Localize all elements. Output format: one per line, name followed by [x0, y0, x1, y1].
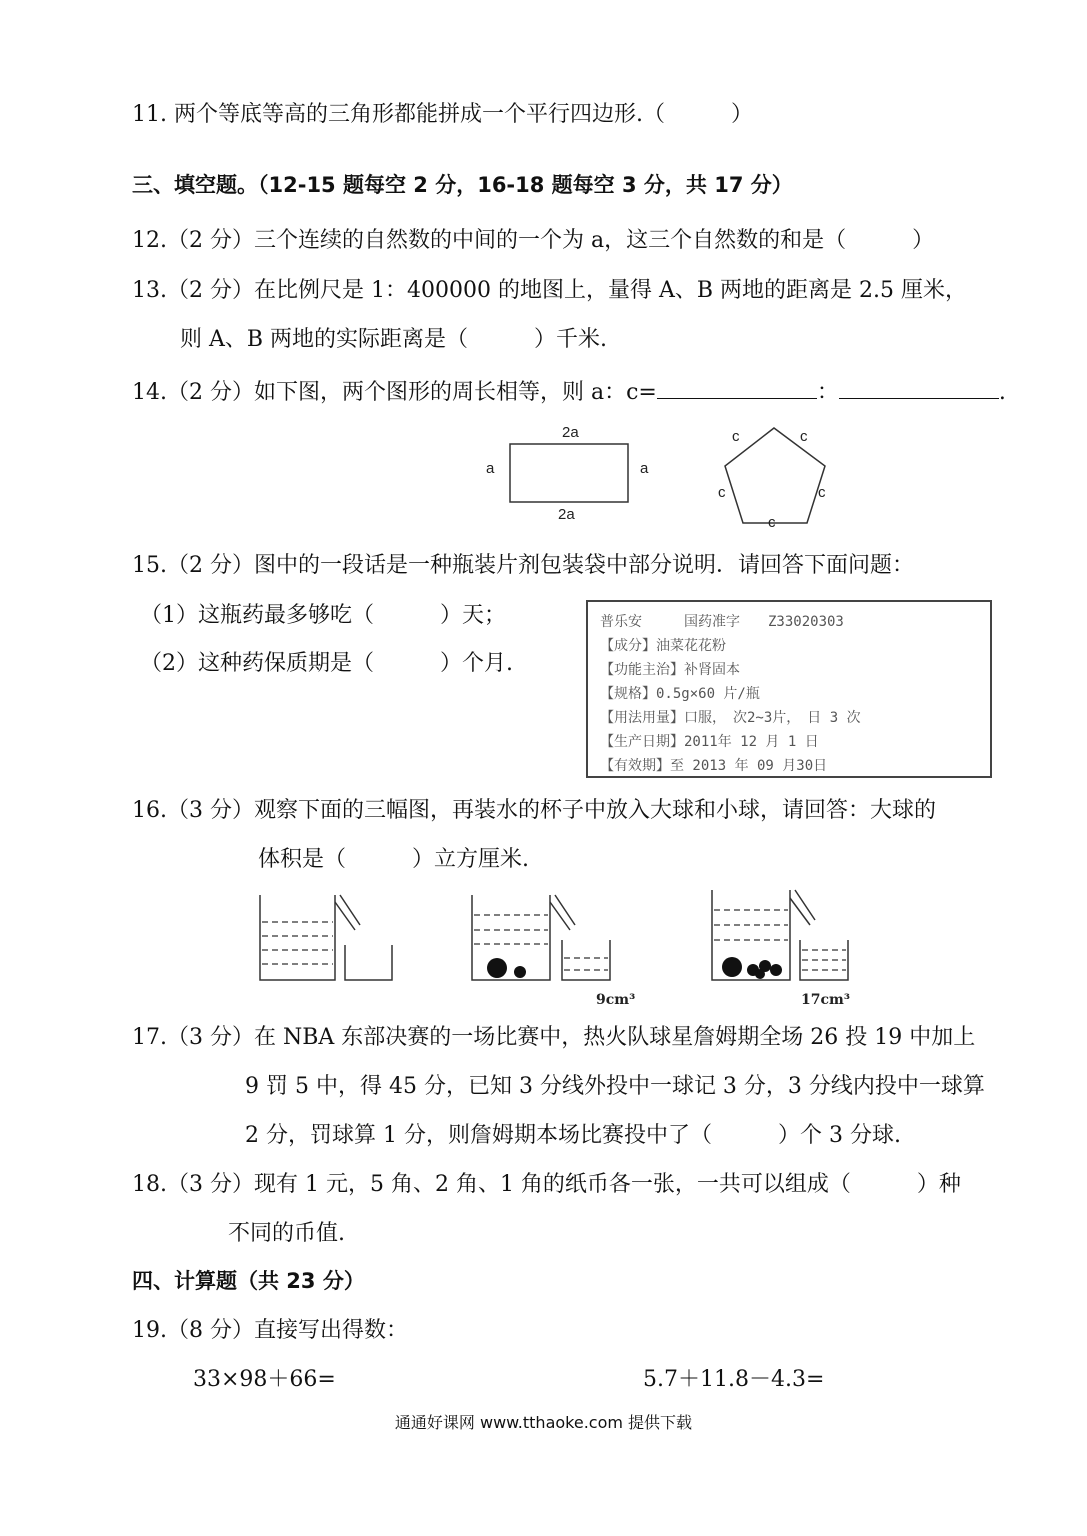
pentagon-label-5: c [768, 514, 776, 531]
ratio-colon: ： [816, 380, 839, 405]
expression-1: 33×98＋66= [193, 1367, 336, 1392]
question-17-line-2: 9 罚 5 中，得 45 分，已知 3 分线外投中一球记 3 分，3 分线内投中一球算 [245, 1074, 985, 1099]
question-13-line-1: 13.（2 分）在比例尺是 1：400000 的地图上，量得 A、B 两地的距离是 2.5 厘米， [132, 278, 967, 303]
question-11: 11. 两个等底等高的三角形都能拼成一个平行四边形.（ ） [132, 102, 753, 127]
question-15-sub-1: （1）这瓶药最多够吃（ ）天； [140, 603, 506, 628]
cup-2-volume-label: 9cm³ [596, 992, 636, 1008]
cups-figure [250, 880, 870, 1010]
rect-label-top: 2a [562, 424, 579, 441]
pentagon-label-3: c [718, 484, 726, 501]
rect-label-right: a [640, 460, 649, 477]
medicine-label-line: 【成分】油菜花花粉 [600, 638, 726, 654]
medicine-label-box [586, 600, 992, 778]
question-14 [132, 378, 1006, 404]
question-18-line-1: 18.（3 分）现有 1 元，5 角、2 角、1 角的纸币各一张，一共可以组成（ ）种 [132, 1172, 961, 1197]
answer-blank-c[interactable] [839, 378, 999, 399]
question-14-prompt: 14.（2 分）如下图，两个图形的周长相等，则 a：c= [132, 380, 657, 405]
question-16-line-1: 16.（3 分）观察下面的三幅图，再装水的杯子中放入大球和小球，请回答：大球的 [132, 798, 936, 823]
answer-blank-a[interactable] [657, 378, 817, 399]
section-4-title: 四、计算题（共 23 分） [132, 1269, 365, 1293]
pentagon-label-1: c [732, 428, 740, 445]
cup-3-volume-label: 17cm³ [801, 992, 850, 1008]
question-12: 12.（2 分）三个连续的自然数的中间的一个为 a，这三个自然数的和是（ ） [132, 228, 935, 253]
section-3-title: 三、填空题。（12-15 题每空 2 分，16-18 题每空 3 分，共 17 分） [132, 173, 793, 197]
question-18-line-2: 不同的币值. [228, 1221, 345, 1246]
expression-2: 5.7＋11.8－4.3= [643, 1367, 825, 1392]
medicine-label-line: 【规格】0.5g×60 片/瓶 [600, 686, 760, 702]
question-13-line-2: 则 A、B 两地的实际距离是（ ）千米. [180, 327, 608, 352]
footer-watermark: 通通好课网 www.tthaoke.com 提供下载 [394, 1413, 693, 1432]
question-17-line-1: 17.（3 分）在 NBA 东部决赛的一场比赛中，热火队球星詹姆期全场 26 投 19 中加上 [132, 1025, 976, 1050]
pentagon-label-2: c [800, 428, 808, 445]
medicine-label-line: 普乐安 国药准字 Z33020303 [600, 614, 844, 630]
question-15-intro: 15.（2 分）图中的一段话是一种瓶装片剂包装袋中部分说明．请回答下面问题： [132, 553, 914, 578]
question-17-line-3: 2 分，罚球算 1 分，则詹姆期本场比赛投中了（ ）个 3 分球. [245, 1123, 901, 1148]
medicine-label-line: 【用法用量】口服， 次2~3片， 日 3 次 [600, 710, 861, 726]
pentagon-label-4: c [818, 484, 826, 501]
medicine-label-line: 【功能主治】补肾固本 [600, 662, 740, 678]
rect-label-bottom: 2a [558, 506, 575, 523]
question-14-end: . [998, 380, 1006, 405]
rect-label-left: a [486, 460, 495, 477]
question-15-sub-2: （2）这种药保质期是（ ）个月. [140, 651, 513, 676]
question-16-line-2: 体积是（ ）立方厘米. [258, 847, 529, 872]
medicine-label-line: 【生产日期】2011年 12 月 1 日 [600, 734, 819, 750]
medicine-label-line: 【有效期】至 2013 年 09 月30日 [600, 758, 828, 774]
question-19-intro: 19.（8 分）直接写出得数： [132, 1318, 408, 1343]
